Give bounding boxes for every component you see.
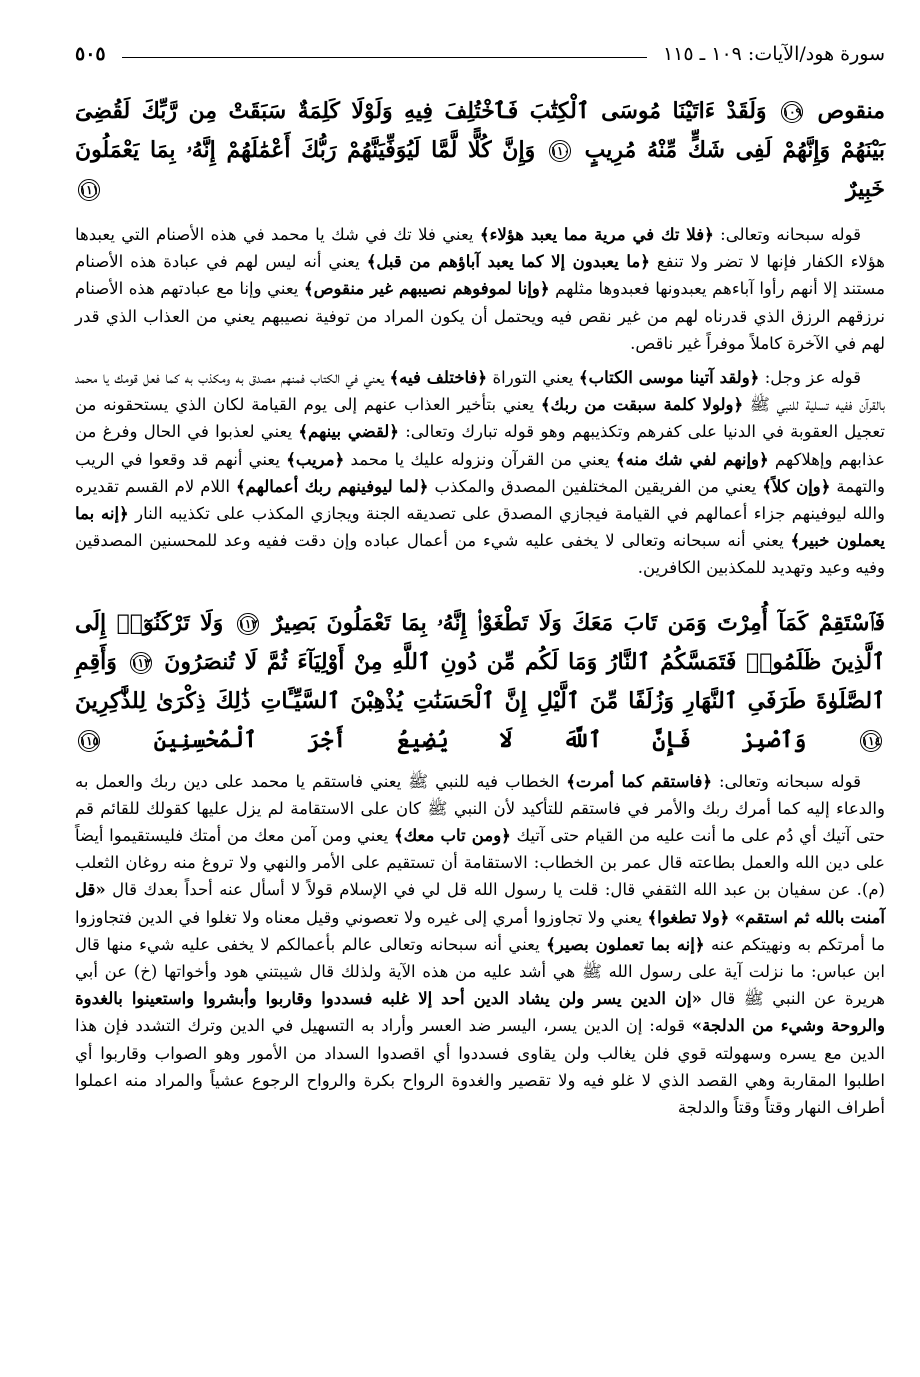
quoted-phrase: ﴿إنه بما تعملون بصير﴾ xyxy=(546,934,705,954)
commentary-text: قوله: إن الدين يسر، اليسر ضد العسر وأراد به التسهيل في الدين وترك التشدد فإن هذا الدين مع يسره وسهولته قوي فلن يغالب ولن يقاوى فسددوا أي اقصدوا السداد من الأمور وهو الصواب وقاربوا أي اطلبوا المقاربة وهي القصد الذي لا غلو فيه ولا تقصير والغدوة الرواح بكرة والرواح الرجوع عشياً والمراد منه اعملوا أطراف النهار وقتاً وقتاً والدلجة xyxy=(75,1016,885,1118)
ayah-marker: ١١٣ xyxy=(130,652,152,674)
quoted-phrase: ﴿مريب﴾ xyxy=(286,449,345,469)
verse-text: وَلَا تَرْكَنُوٓا۟ إِلَى ٱلَّذِينَ ظَلَمُوا۟ فَتَمَسَّكُمُ ٱلنَّارُ وَمَا لَكُم مِّن دُونِ ٱللَّهِ مِنْ أَوْلِيَآءَ ثُمَّ لَا تُنصَرُونَ xyxy=(75,609,885,675)
quoted-phrase: «إن الدين يسر ولن يشاد الدين أحد إلا غلبه فسددوا وقاربوا وأبشروا واستعينوا بالغدوة والروحة وشيء من الدلجة» xyxy=(75,989,885,1036)
quoted-phrase: ﴿إنه بما يعملون خبير﴾ xyxy=(75,504,885,551)
commentary-text: يعني أنهم قد وقعوا في الريب والتهمة xyxy=(75,449,885,496)
quoted-phrase: «قل آمنت بالله ثم استقم» xyxy=(75,880,885,927)
page-number: ٥٠٥ xyxy=(75,43,106,65)
quoted-phrase: ﴿فلا تك في مرية مما يعبد هؤلاء﴾ xyxy=(479,225,714,244)
quoted-phrase: ﴿ولولا كلمة سبقت من ربك﴾ xyxy=(540,395,744,415)
commentary-text: يعني فلا تك في شك يا محمد في هذه الأصنام التي يعبدها هؤلاء الكفار فإنها لا تضر ولا تنفع xyxy=(75,225,885,272)
ayah-marker: ١٠٩ xyxy=(781,101,803,123)
commentary-text: اللام لام القسم تقديره والله ليوفينهم جزاء أعمالهم في القيامة فيجازي المصدق على تصديقه الجنة ويجازي المكذب على تكذيبه النار xyxy=(75,476,886,524)
ayah-marker: ١١٠ xyxy=(549,140,571,162)
quoted-phrase: ﴿فاختلف فيه﴾ xyxy=(389,368,488,388)
quoted-phrase: ﴿وإنهم لفي شك منه﴾ xyxy=(615,449,769,469)
quoted-phrase: ﴿ولقد آتينا موسى الكتاب﴾ xyxy=(578,368,760,388)
quoted-phrase: ﴿ما يعبدون إلا كما يعبد آباؤهم من قبل﴾ xyxy=(366,252,650,272)
quoted-phrase: ﴿ومن تاب معك﴾ xyxy=(393,826,511,846)
quoted-phrase: ﴿ولا تطغوا﴾ xyxy=(647,907,730,927)
quran-verses-109-111 xyxy=(75,92,885,209)
ayah-marker: ١١٥ xyxy=(78,730,100,752)
commentary-text: يعني في الكتاب فمنهم مصدق به ومكذب به كما فعل قومك يا محمد بالقرآن ففيه تسلية للنبي ﷺ xyxy=(75,368,885,415)
quoted-phrase: ﴿لما ليوفينهم ربك أعمالهم﴾ xyxy=(235,476,429,496)
commentary-text: يعني ومن آمن معك من أمتك فليستقيموا أيضاً على دين الله والعمل بطاعته قال عمر بن الخطاب: الاستقامة أن تستقيم على الأمر والنهي ولا تروغ منه روغان الثعلب (م). عن سفيان بن عبد الله الثقفي قال: قلت يا رسول الله قل لي في الإسلام قولاً لا أسأل عنه أحداً بعدك قال xyxy=(75,826,885,900)
quoted-phrase: ﴿وإن كلاً﴾ xyxy=(762,476,831,496)
tafsir-paragraph xyxy=(75,221,885,357)
commentary-text: يعني أنه سبحانه وتعالى لا يخفى عليه شيء من أعمال عباده وإن دقت ففيه وعد للمحسنين المصدقين وفيه وعيد وتهديد للمكذبين الكافرين. xyxy=(75,531,885,578)
commentary-text: يعني ولا تجاوزوا أمري إلى غيره ولا تعصوني وقيل معناه ولا تغلوا في الدين فتجاوزوا ما أمرتكم به ونهيتكم عنه xyxy=(75,907,885,954)
page-header xyxy=(75,36,885,72)
commentary-text: يعني وإنا مع عبادتهم هذه الأصنام نرزقهم الرزق الذي قدرناه لهم من غير نقص فيه ويحتمل أن يكون المراد من توفية نصيبهم يعني من العذاب الذي قدر لهم في الآخرة كاملاً موفراً غير ناقص. xyxy=(75,279,885,353)
verse-text: وَأَقِمِ ٱلصَّلَوٰةَ طَرَفَىِ ٱلنَّهَارِ وَزُلَفًا مِّنَ ٱلَّيْلِ إِنَّ ٱلْحَسَنَٰتِ يُذْهِبْنَ ٱلسَّيِّـَٔاتِ ذَٰلِكَ ذِكْرَىٰ لِلذَّٰكِرِينَ xyxy=(75,648,885,714)
surah-title: سورة هود/الآيات: ١٠٩ ـ ١١٥ xyxy=(662,43,885,65)
commentary-text: قوله سبحانه وتعالى: xyxy=(713,225,861,244)
verse-text: وَلَقَدْ ءَاتَيْنَا مُوسَى ٱلْكِتَٰبَ فَٱخْتُلِفَ فِيهِ وَلَوْلَا كَلِمَةٌ سَبَقَتْ مِن رَّبِّكَ لَقُضِىَ بَيْنَهُمْ وَإِنَّهُمْ لَفِى شَكٍّ مِّنْهُ مُرِيبٍ xyxy=(75,98,885,163)
quran-verses-112-115 xyxy=(75,604,885,760)
tafsir-paragraph xyxy=(75,364,885,582)
commentary-text: قوله عز وجل: xyxy=(759,368,862,388)
quoted-phrase: ﴿لقضي بينهم﴾ xyxy=(298,422,399,442)
quoted-phrase: ﴿وإنا لموفوهم نصيبهم غير منقوص﴾ xyxy=(303,279,550,299)
header-rule xyxy=(122,57,647,58)
verse-text: وَإِنَّ كُلًّا لَّمَّا لَيُوَفِّيَنَّهُمْ رَبُّكَ أَعْمَٰلَهُمْ إِنَّهُۥ بِمَا يَعْمَلُونَ خَبِيرٌ xyxy=(75,137,885,202)
quoted-phrase: ﴿فاستقم كما أمرت﴾ xyxy=(566,771,713,791)
commentary-text: يعني من الفريقين المختلفين المصدق والمكذب xyxy=(428,476,763,496)
commentary-text: يعني التوراة xyxy=(487,368,579,388)
verse-text: وَٱصْبِرْ فَإِنَّ ٱللَّهَ لَا يُضِيعُ أَجْرَ ٱلْمُحْسِنِينَ xyxy=(153,726,807,753)
ayah-marker: ١١٢ xyxy=(237,613,259,635)
verse-text: فَٱسْتَقِمْ كَمَآ أُمِرْتَ وَمَن تَابَ مَعَكَ وَلَا تَطْغَوْا۟ إِنَّهُۥ بِمَا تَعْمَلُونَ بَصِيرٌ xyxy=(272,609,885,636)
commentary-text: يعني من القرآن ونزوله عليك يا محمد xyxy=(344,449,616,469)
commentary-text: يعني بتأخير العذاب عنهم إلى يوم القيامة لكان الذي يستحقونه من تعجيل العقوبة في الدنيا على كفرهم وتكذيبهم وهو قوله تبارك وتعالى: xyxy=(75,395,885,442)
tafsir-paragraph xyxy=(75,768,885,1122)
commentary-text: الخطاب فيه للنبي ﷺ يعني فاستقم يا محمد على دين ربك والعمل به والدعاء إليه كما أمرك ربك والأمر في فاستقم للتأكيد لأن النبي ﷺ كان على الاستقامة لم يزل عليها كقولك للقائم قم حتى آتيك أي دُم على ما أنت عليه من القيام حتى آتيك xyxy=(75,771,885,846)
ayah-marker: ١١٤ xyxy=(860,730,882,752)
commentary-text: يعني لعذبوا في الحال وفرغ من عذابهم وإهلاكهم xyxy=(75,422,885,469)
book-page xyxy=(75,36,885,1121)
commentary-text: قوله سبحانه وتعالى: xyxy=(712,771,861,791)
commentary-text: يعني أنه سبحانه وتعالى عالم بأعمالكم لا يخفى عليه شيء منها قال ابن عباس: ما نزلت آية على رسول الله ﷺ هي أشد عليه من هذه الآية ولذلك قال شيبتني هود وأخواتها (خ) عن أبي هريرة عن النبي ﷺ قال xyxy=(75,934,885,1009)
commentary-text: يعني أنه ليس لهم في عبادة هذه الأصنام مستند إلا أنهم رأوا آباءهم يعبدونها فعبدوها مثلهم xyxy=(75,252,885,299)
verse-text: منقوص xyxy=(817,98,885,124)
ayah-marker: ١١١ xyxy=(78,179,100,201)
